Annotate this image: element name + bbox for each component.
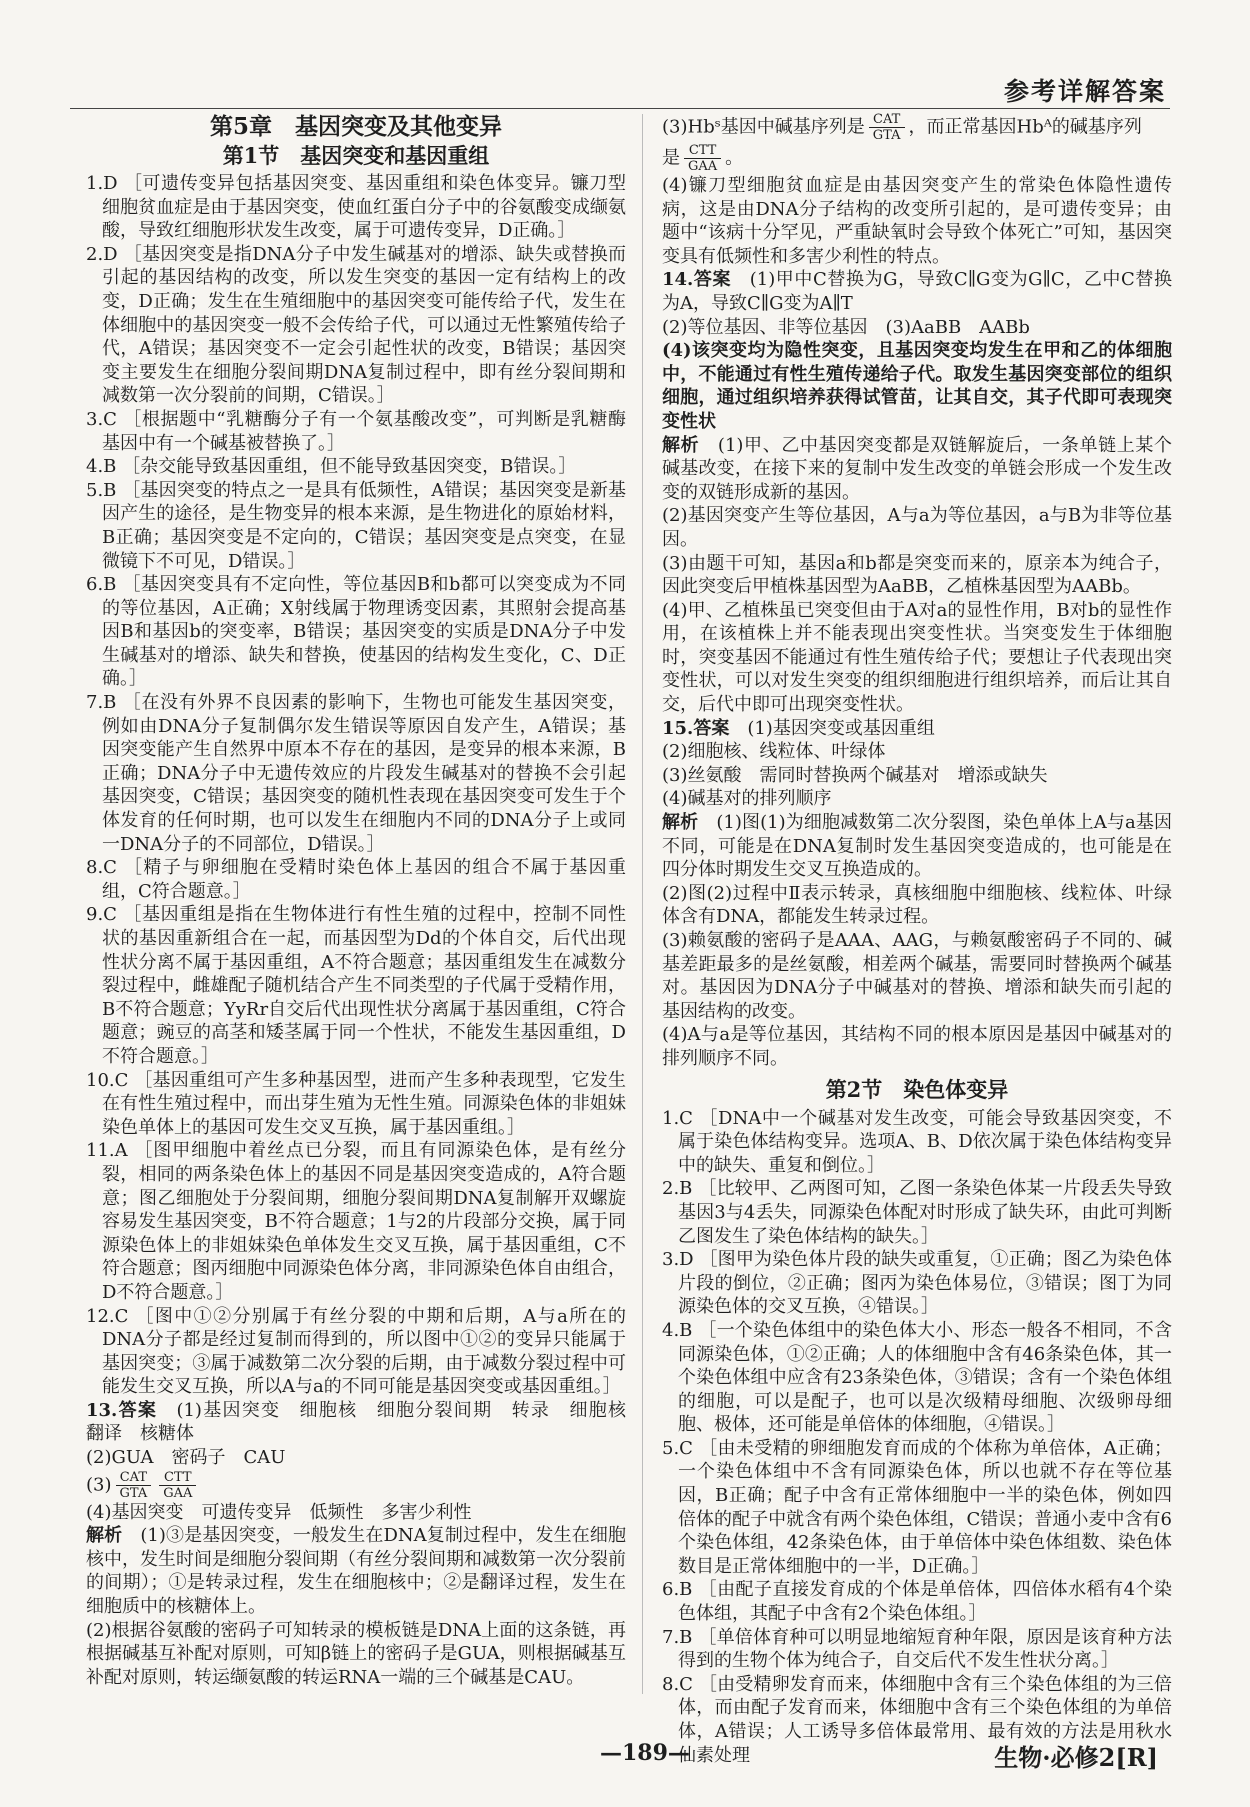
section-title-1: 第1节 基因突变和基因重组 — [222, 143, 490, 168]
left-column — [86, 112, 645, 1689]
header-title: 参考详解答案 — [1003, 77, 1166, 106]
analysis-label: 解析 — [662, 812, 699, 834]
header-rule — [70, 108, 1170, 109]
q13-line1: (1)基因突变 细胞核 细胞分裂间期 转录 细胞核 翻译 核糖体 — [86, 1399, 645, 1445]
analysis-text: (1)甲、乙中基因突变都是双链解旋后，一条单链上某个碱基改变，在接下来的复制中发生改变的单链会形成一个发生改变的双链形成新的基因。 — [662, 434, 1173, 503]
answer-item: 7.B ［在没有外界不良因素的影响下，生物也可能发生基因突变，例如由DNA分子复制偶尔发生错误等原因自发产生，A错误；基因突变能产生自然界中原本不存在的基因，是变异的根本来源，B正确；DNA分子中无遗传效应的片段发生碱基对的替换不会引起基因突变，C错误；基因突变的随机性表现在基因突变可发生于个体发育的任何时期，也可以发生在细胞内不同的DNA分子上或同一DNA分子的不同部位，D错误。］ — [86, 692, 626, 855]
q14-analysis-4: (4)甲、乙植株虽已突变但由于A对a的显性作用，B对b的显性作用，在该植株上并不能表现出突变性状。当突变发生于体细胞时，突变基因不能通过有性生殖传给子代；要想让子代表现出突变性状，可以对发生突变的组织细胞进行组织培养，而后让其自交，后代中即可出现突变性状。 — [662, 599, 1172, 716]
q13-cont-line4: (4)镰刀型细胞贫血症是由基因突变产生的常染色体隐性遗传病，这是由DNA分子结构的改变所引起的，是可遗传变异；由题中“该病十分罕见，严重缺氧时会导致个体死亡”可知，基因突变具有低频性和多害少利性的特点。 — [662, 175, 1172, 267]
answer-item: 10.C ［基因重组可产生多种基因型，进而产生多种表现型，它发生在有性生殖过程中，而出芽生殖为无性生殖。同源染色体的非姐妹染色单体上的基因可发生交叉互换，属于基因重组。］ — [86, 1069, 626, 1138]
q15-analysis-3: (3)赖氨酸的密码子是AAA、AAG，与赖氨酸密码子不同的、碱基差距最多的是丝氨酸，相差两个碱基，需要同时替换两个碱基对。基因因为DNA分子中碱基对的替换、增添和缺失而引起的基因结构的改变。 — [662, 930, 1172, 1022]
answer-item: 6.B ［基因突变具有不定向性，等位基因B和b都可以突变成为不同的等位基因，A正确；X射线属于物理诱变因素，其照射会提高基因B和基因b的突变率，B错误；基因突变的实质是DNA分子中发生碱基对的增添、缺失和替换，使基因的结构发生变化，C、D正确。］ — [86, 574, 626, 690]
fraction-denominator: GTA — [872, 128, 901, 143]
answer-item: 8.C ［精子与卵细胞在受精时染色体上基因的组合不属于基因重组，C符合题意。］ — [86, 857, 626, 902]
q14-line2: (2)等位基因、非等位基因 (3)AaBB AABb — [662, 316, 1030, 338]
analysis-text: (1)③是基因突变，一般发生在DNA复制过程中，发生在细胞核中，发生时间是细胞分裂间期（有丝分裂间期和减数第一次分裂前的间期）；①是转录过程，发生在细胞核中；②是翻译过程，发生在细胞质中的核糖体上。 — [86, 1525, 626, 1618]
q13-cont-line3 — [662, 112, 1172, 143]
q13-analysis-1 — [86, 1524, 626, 1618]
book-label: 生物·必修2[R] — [994, 1743, 1158, 1772]
fraction-numerator: CTT — [684, 143, 721, 159]
q14-analysis-3: (3)由题干可知，基因a和b都是突变而来的，原亲本为纯合子，因此突变后甲植株基因型为AaBB，乙植株基因型为AABb。 — [662, 552, 1172, 598]
answer-item: 4.B ［一个染色体组中的染色体大小、形态一般各不相同，不含同源染色体，①②正确；人的体细胞中含有46条染色体，其一个染色体组中应含有23条染色体，③错误；含有一个染色体组的细胞，可以是配子，也可以是次级精母细胞、次级卵母细胞、极体，还可能是单倍体的体细胞，④错误。］ — [662, 1319, 1172, 1436]
q13-cont-line3b — [662, 143, 1172, 174]
answer-item: 2.D ［基因突变是指DNA分子中发生碱基对的增添、缺失或替换而引起的基因结构的改变，所以发生突变的基因一定有结构上的改变，D正确；发生在生殖细胞中的基因突变可能传给子代，发生在体细胞中的基因突变一般不会传给子代，可以通过无性繁殖传给子代，A错误；基因突变不一定会引起性状的改变，B错误；基因突变主要发生在细胞分裂间期DNA复制过程中，即有丝分裂间期和减数第一次分裂前的间期，C错误。］ — [86, 243, 626, 407]
q13-line3: (3) $\frac{\text{CAT}}{\text{GTA}}$ $\frac{\text{CTT}}{\text{GAA}}$ — [86, 1470, 626, 1501]
q14-analysis-1 — [662, 434, 1172, 505]
page-number: —189— — [600, 1740, 690, 1766]
q15-analysis-2: (2)图(2)过程中Ⅱ表示转录，真核细胞中细胞核、线粒体、叶绿体含有DNA，都能发生转录过程。 — [662, 882, 1172, 928]
q15-line2: (2)细胞核、线粒体、叶绿体 — [662, 741, 886, 763]
answer-item: 6.B ［由配子直接发育成的个体是单倍体，四倍体水稻有4个染色体组，其配子中含有2个染色体组。］ — [662, 1579, 1172, 1625]
q15-label: 15.答案 — [662, 717, 730, 739]
fraction — [684, 143, 721, 174]
q15-analysis-4: (4)A与a是等位基因，其结构不同的根本原因是基因中碱基对的排列顺序不同。 — [662, 1024, 1172, 1069]
answer-item: 4.B ［杂交能导致基因重组，但不能导致基因突变，B错误。］ — [86, 456, 577, 478]
q14-line1: (1)甲中C替换为G，导致C∥G变为G∥C，乙中C替换为A，导致C∥G变为A∥T — [662, 269, 1172, 314]
fraction-denominator: GAA — [688, 159, 718, 174]
answer-item: 11.A ［图甲细胞中着丝点已分裂，而且有同源染色体，是有丝分裂，相同的两条染色体上的基因不同是基因突变造成的，A符合题意；图乙细胞处于分裂间期，细胞分裂间期DNA复制解开双螺旋容易发生基因突变，B不符合题意；1与2的片段部分交换，属于同源染色体上的非姐妹染色单体发生交叉互换，属于基因重组，C不符合题意；图丙细胞中同源染色体分离，非同源染色体自由组合，D不符合题意。］ — [86, 1140, 626, 1303]
q13-line4: (4)基因突变 可遗传变异 低频性 多害少利性 — [86, 1501, 472, 1523]
fraction — [869, 112, 905, 143]
fraction-numerator: CTT — [159, 1470, 196, 1486]
fraction — [116, 1470, 152, 1501]
answer-item: 12.C ［图中①②分别属于有丝分裂的中期和后期，A与a所在的DNA分子都是经过复制而得到的，所以图中①②的变异只能属于基因突变；③属于减数第二次分裂的后期，由于减数分裂过程中可能发生交叉互换，所以A与a的不同可能是基因突变或基因重组。］ — [86, 1305, 626, 1398]
q15-line1: (1)基因突变或基因重组 — [747, 717, 935, 739]
section-title-2: 第2节 染色体变异 — [825, 1076, 1009, 1102]
q15-answer-line — [662, 717, 1172, 741]
answer-item: 5.B ［基因突变的特点之一是具有低频性，A错误；基因突变是新基因产生的途径，是生物变异的根本来源，是生物进化的原始材料，B正确；基因突变是不定向的，C错误；基因突变是点突变，在显微镜下不可见，D错误。］ — [86, 479, 626, 572]
answer-item: 1.D ［可遗传变异包括基因突变、基因重组和染色体变异。镰刀型细胞贫血症是由于基因突变，使血红蛋白分子中的谷氨酸变成缬氨酸，导致红细胞形状发生改变，属于可遗传变异，D正确。］ — [86, 173, 626, 242]
fraction — [159, 1470, 196, 1501]
q13-answer-line — [86, 1399, 645, 1446]
answer-item: 1.C ［DNA中一个碱基对发生改变，可能会导致基因突变，不属于染色体结构变异。选项A、B、D依次属于染色体结构变异中的缺失、重复和倒位。］ — [662, 1107, 1172, 1176]
analysis-label: 解析 — [86, 1525, 123, 1547]
fraction-denominator: GTA — [119, 1485, 148, 1501]
answer-item: 3.D ［图甲为染色体片段的缺失或重复，①正确；图乙为染色体片段的倒位，②正确；图丙为染色体易位，③错误；图丁为同源染色体的交叉互换，④错误。］ — [662, 1249, 1172, 1318]
answer-item: 9.C ［基因重组是指在生物体进行有性生殖的过程中，控制不同性状的基因重新组合在一起，而基因型为Dd的个体自交，后代出现性状分离不属于基因重组，A不符合题意；基因重组发生在减数分裂过程中，雌雄配子随机结合产生不同类型的子代属于受精作用，B不符合题意；YyRr自交后代出现性状分离属于基因重组，C符合题意；豌豆的高茎和矮茎属于同一个性状，不能发生基因重组，D不符合题意。］ — [86, 904, 626, 1067]
q14-analysis-2: (2)基因突变产生等位基因，A与a为等位基因，a与B为非等位基因。 — [662, 505, 1172, 550]
analysis-label: 解析 — [662, 434, 700, 456]
column-divider — [642, 114, 643, 1694]
answer-item: 7.B ［单倍体育种可以明显地缩短育种年限，原因是该育种方法得到的生物个体为纯合子，自交后代不发生性状分离。］ — [662, 1626, 1172, 1672]
q14-line3: (4)该突变均为隐性突变，且基因突变均发生在甲和乙的体细胞中，不能通过有性生殖传递给子代。取发生基因突变部位的组织细胞，通过组织培养获得试管苗，让其自交，其子代即可表现突变性状 — [662, 340, 1172, 432]
q15-analysis-1 — [662, 811, 1172, 882]
text-run: (3)Hbˢ基因中碱基序列是 — [662, 116, 865, 138]
fraction-numerator: CAT — [869, 112, 905, 128]
q14-label: 14.答案 — [662, 269, 732, 291]
q13-line2: (2)GUA 密码子 CAU — [86, 1447, 286, 1469]
answer-item: 3.C ［根据题中“乳糖酶分子有一个氨基酸改变”，可判断是乳糖酶基因中有一个碱基被替换了。］ — [86, 408, 626, 454]
fraction-numerator: CAT — [116, 1470, 152, 1486]
q13-analysis-2: (2)根据谷氨酸的密码子可知转录的模板链是DNA上面的这条链，再根据碱基互补配对原则，可知β链上的密码子是GUA，则根据碱基互补配对原则，转运缬氨酸的转运RNA一端的三个碱基是CAU。 — [86, 1619, 626, 1688]
text-run: ，而正常基因Hbᴬ的碱基序列 — [908, 116, 1142, 138]
answer-item: 8.C ［由受精卵发育而来，体细胞中含有三个染色体组的为三倍体，而由配子发育而来，体细胞中含有三个染色体组的为单倍体，A错误；人工诱导多倍体最常用、最有效的方法是用秋水仙素处理 — [662, 1673, 1172, 1766]
answer-item: 2.B ［比较甲、乙两图可知，乙图一条染色体某一片段丢失导致基因3与4丢失，同源染色体配对时形成了缺失环，由此可判断乙图发生了染色体结构的缺失。］ — [662, 1178, 1172, 1247]
q15-line3: (3)丝氨酸 需同时替换两个碱基对 增添或缺失 — [662, 764, 1048, 786]
chapter-title: 第5章 基因突变及其他变异 — [209, 113, 502, 140]
fraction-denominator: GAA — [163, 1485, 193, 1501]
q13-label: 13.答案 — [86, 1399, 158, 1421]
text-run: 。 — [725, 147, 744, 169]
text-run: 是 — [662, 147, 680, 169]
analysis-text: (1)图(1)为细胞减数第二次分裂图，染色单体上A与a基因不同，可能是在DNA复制时发生基因突变造成的，也可能是在四分体时期发生交叉互换造成的。 — [662, 812, 1173, 881]
right-column — [662, 112, 1172, 1767]
q14-answer-line — [662, 268, 1172, 315]
answer-item: 5.C ［由未受精的卵细胞发育而成的个体称为单倍体，A正确；一个染色体组中不含有同源染色体，所以也就不存在等位基因，B正确；配子中含有正常体细胞中一半的染色体，例如四倍体的配子中就含有两个染色体组，C错误；普通小麦中含有6个染色体组，42条染色体，由于单倍体中染色体组数、染色体数目是正常体细胞中的一半，D正确。］ — [662, 1437, 1172, 1577]
q15-line4: (4)碱基对的排列顺序 — [662, 788, 832, 810]
